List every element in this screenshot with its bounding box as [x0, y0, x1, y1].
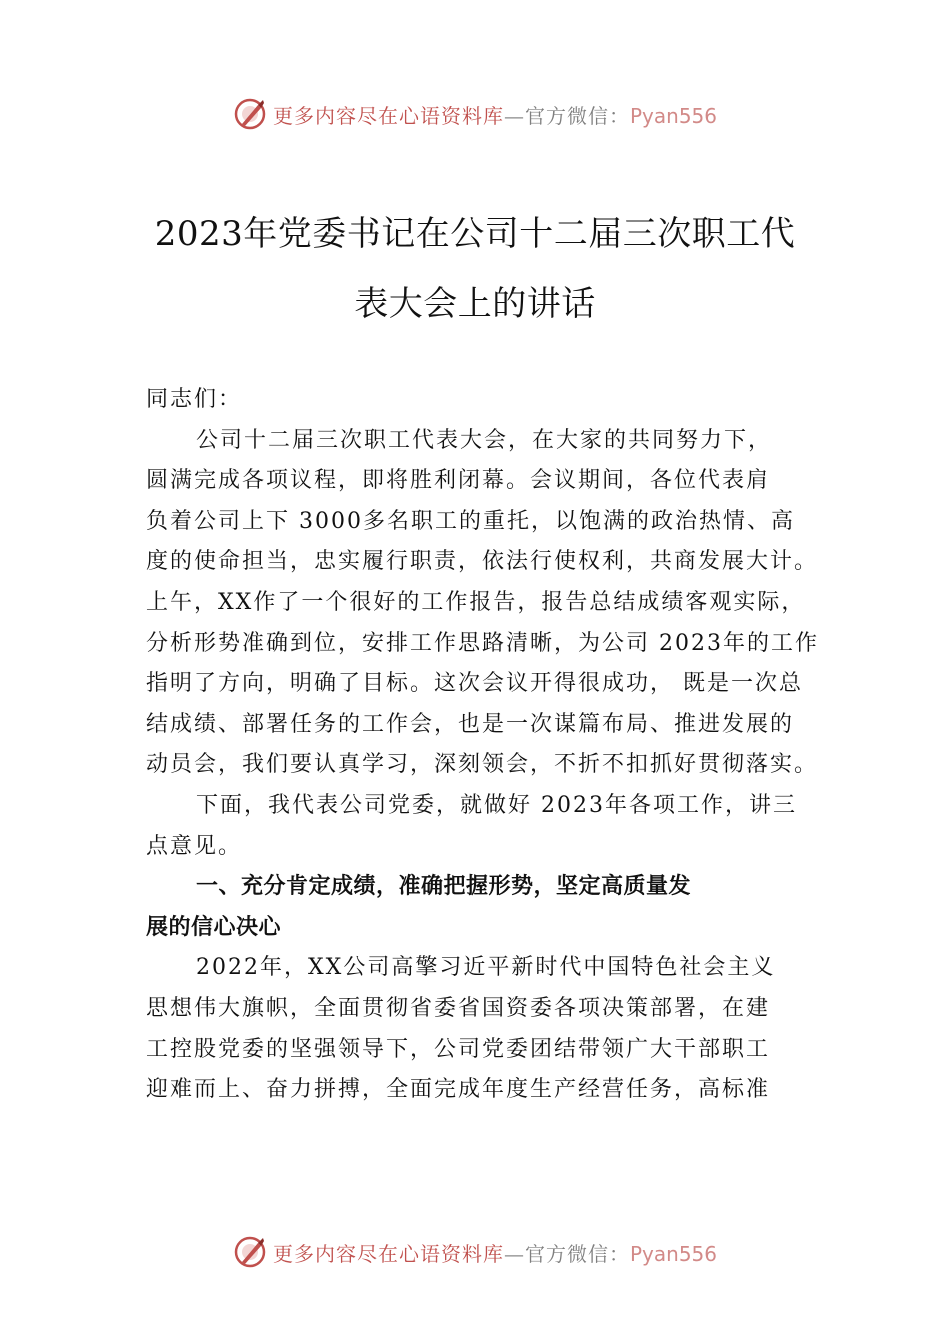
paragraph-line: 工控股党委的坚强领导下，公司党委团结带领广大干部职工 [146, 1036, 771, 1062]
watermark-text: 更多内容尽在心语资料库—官方微信：Pyan556 [272, 103, 717, 128]
paragraph-line: 度的使命担当，忠实履行职责，依法行使权利，共商发展大计。 [146, 549, 819, 575]
watermark-text: 更多内容尽在心语资料库—官方微信：Pyan556 [272, 1241, 717, 1266]
paragraph-line: 指明了方向，明确了目标。这次会议开得很成功， 既是一次总 [146, 671, 803, 697]
paragraph-line: 下面，我代表公司党委，就做好 2023年各项工作，讲三 [196, 792, 797, 818]
paragraph-line: 公司十二届三次职工代表大会，在大家的共同努力下， [196, 427, 773, 453]
pen-nib-seal-icon [233, 1235, 267, 1269]
paragraph-line: 分析形势准确到位，安排工作思路清晰，为公司 2023年的工作 [146, 630, 819, 656]
paragraph-line: 圆满完成各项议程，即将胜利闭幕。会议期间，各位代表肩 [146, 468, 771, 494]
paragraph-line: 结成绩、部署任务的工作会，也是一次谋篇布局、推进发展的 [146, 711, 795, 737]
paragraph-line: 2022年，XX公司高擎习近平新时代中国特色社会主义 [196, 955, 776, 981]
paragraph-line: 上午，XX作了一个很好的工作报告，报告总结成绩客观实际， [146, 589, 806, 615]
footer-watermark-banner [0, 1230, 950, 1274]
paragraph-line: 负着公司上下 3000多名职工的重托，以饱满的政治热情、高 [146, 508, 795, 534]
paragraph-line: 动员会，我们要认真学习，深刻领会，不折不扣抓好贯彻落实。 [146, 752, 819, 778]
document-title-line-2: 表大会上的讲话 [354, 284, 596, 324]
section-heading-line-2: 展的信心决心 [146, 914, 282, 940]
document-title-line-1: 2023年党委书记在公司十二届三次职工代 [154, 214, 796, 254]
paragraph-line: 点意见。 [146, 833, 243, 859]
paragraph-line: 思想伟大旗帜，全面贯彻省委省国资委各项决策部署，在建 [146, 995, 771, 1021]
header-watermark-banner [0, 92, 950, 136]
paragraph-line: 迎难而上、奋力拼搏，全面完成年度生产经营任务，高标准 [146, 1077, 771, 1103]
pen-nib-seal-icon [233, 97, 267, 131]
greeting: 同志们： [146, 387, 243, 412]
section-heading-line-1: 一、充分肯定成绩，准确把握形势，坚定高质量发 [196, 874, 692, 900]
document-body [146, 380, 826, 1111]
